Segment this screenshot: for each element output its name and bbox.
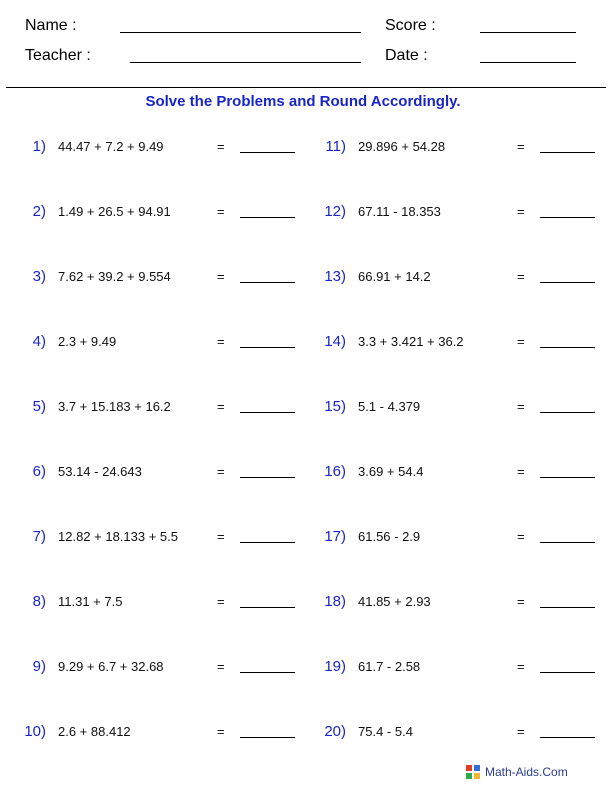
- instructions-heading: Solve the Problems and Round Accordingly.: [145, 93, 461, 110]
- problem-number: 16): [324, 463, 346, 480]
- problem-number: 7): [32, 528, 46, 545]
- problem-item: [20, 722, 320, 742]
- answer-blank[interactable]: [540, 477, 595, 478]
- logo-square-icon: [474, 765, 480, 771]
- answer-blank[interactable]: [540, 217, 595, 218]
- problem-expression: 5.1 - 4.379: [358, 399, 421, 414]
- problem-number: 5): [32, 398, 46, 415]
- problem-item: [20, 267, 320, 287]
- brand-footer: [466, 764, 568, 780]
- problem-number: 4): [32, 333, 46, 350]
- answer-blank[interactable]: [540, 412, 595, 413]
- equals-sign: =: [217, 204, 225, 219]
- problem-expression: 3.69 + 54.4: [358, 464, 424, 479]
- problem-expression: 61.56 - 2.9: [358, 529, 421, 544]
- equals-sign: =: [217, 724, 225, 739]
- problem-expression: 7.62 + 39.2 + 9.554: [58, 269, 171, 284]
- problem-item: [320, 137, 612, 157]
- score-label: Score :: [385, 17, 436, 34]
- teacher-label: Teacher :: [25, 47, 91, 64]
- name-line: [120, 32, 361, 33]
- problem-item: [320, 592, 612, 612]
- equals-sign: =: [217, 334, 225, 349]
- problem-number: 6): [32, 463, 46, 480]
- problem-number: 14): [324, 333, 346, 350]
- math-aids-logo-icon: [466, 765, 480, 779]
- problem-item: [320, 527, 612, 547]
- problem-expression: 3.7 + 15.183 + 16.2: [58, 399, 171, 414]
- answer-blank[interactable]: [540, 282, 595, 283]
- problem-number: 13): [324, 268, 346, 285]
- name-label: Name :: [25, 17, 77, 34]
- problem-number: 17): [324, 528, 346, 545]
- equals-sign: =: [217, 399, 225, 414]
- problem-number: 19): [324, 658, 346, 675]
- problem-item: [320, 462, 612, 482]
- problem-item: [320, 202, 612, 222]
- answer-blank[interactable]: [240, 737, 295, 738]
- problem-expression: 9.29 + 6.7 + 32.68: [58, 659, 164, 674]
- answer-blank[interactable]: [540, 347, 595, 348]
- equals-sign: =: [517, 399, 525, 414]
- problem-item: [20, 332, 320, 352]
- problem-expression: 41.85 + 2.93: [358, 594, 431, 609]
- problem-item: [20, 527, 320, 547]
- problem-expression: 53.14 - 24.643: [58, 464, 142, 479]
- problem-expression: 66.91 + 14.2: [358, 269, 431, 284]
- equals-sign: =: [517, 464, 525, 479]
- problem-item: [320, 267, 612, 287]
- equals-sign: =: [517, 204, 525, 219]
- problem-expression: 1.49 + 26.5 + 94.91: [58, 204, 171, 219]
- problem-expression: 11.31 + 7.5: [58, 594, 123, 609]
- answer-blank[interactable]: [540, 607, 595, 608]
- problem-expression: 67.11 - 18.353: [358, 204, 441, 219]
- problem-expression: 12.82 + 18.133 + 5.5: [58, 529, 178, 544]
- problem-item: [320, 397, 612, 417]
- problem-item: [320, 332, 612, 352]
- answer-blank[interactable]: [240, 217, 295, 218]
- equals-sign: =: [517, 724, 525, 739]
- answer-blank[interactable]: [240, 542, 295, 543]
- problem-item: [320, 722, 612, 742]
- problem-number: 2): [32, 203, 46, 220]
- problem-number: 10): [24, 723, 46, 740]
- equals-sign: =: [517, 139, 525, 154]
- answer-blank[interactable]: [540, 672, 595, 673]
- problem-item: [320, 657, 612, 677]
- problem-number: 3): [32, 268, 46, 285]
- equals-sign: =: [517, 659, 525, 674]
- answer-blank[interactable]: [240, 282, 295, 283]
- answer-blank[interactable]: [240, 412, 295, 413]
- problem-item: [20, 397, 320, 417]
- problem-expression: 44.47 + 7.2 + 9.49: [58, 139, 164, 154]
- teacher-line: [130, 62, 361, 63]
- answer-blank[interactable]: [240, 672, 295, 673]
- answer-blank[interactable]: [540, 152, 595, 153]
- answer-blank[interactable]: [240, 477, 295, 478]
- problem-number: 8): [32, 593, 46, 610]
- problem-expression: 2.6 + 88.412: [58, 724, 131, 739]
- problem-number: 9): [32, 658, 46, 675]
- date-label: Date :: [385, 47, 428, 64]
- equals-sign: =: [217, 464, 225, 479]
- brand-name: Math-Aids.Com: [485, 765, 568, 779]
- answer-blank[interactable]: [240, 607, 295, 608]
- equals-sign: =: [217, 529, 225, 544]
- answer-blank[interactable]: [540, 542, 595, 543]
- problem-number: 18): [324, 593, 346, 610]
- score-line: [480, 32, 576, 33]
- logo-square-icon: [474, 773, 480, 779]
- date-line: [480, 62, 576, 63]
- equals-sign: =: [217, 269, 225, 284]
- problem-item: [20, 202, 320, 222]
- problem-expression: 2.3 + 9.49: [58, 334, 117, 349]
- problem-expression: 29.896 + 54.28: [358, 139, 446, 154]
- answer-blank[interactable]: [240, 152, 295, 153]
- logo-square-icon: [466, 765, 472, 771]
- answer-blank[interactable]: [540, 737, 595, 738]
- logo-square-icon: [466, 773, 472, 779]
- equals-sign: =: [517, 269, 525, 284]
- problem-item: [20, 657, 320, 677]
- problem-expression: 61.7 - 2.58: [358, 659, 421, 674]
- equals-sign: =: [217, 659, 225, 674]
- answer-blank[interactable]: [240, 347, 295, 348]
- equals-sign: =: [517, 334, 525, 349]
- problem-item: [20, 592, 320, 612]
- problem-item: [20, 137, 320, 157]
- equals-sign: =: [517, 594, 525, 609]
- equals-sign: =: [217, 594, 225, 609]
- problem-expression: 3.3 + 3.421 + 36.2: [358, 334, 464, 349]
- problem-number: 12): [324, 203, 346, 220]
- equals-sign: =: [217, 139, 225, 154]
- problem-number: 11): [325, 138, 346, 155]
- problem-number: 15): [324, 398, 346, 415]
- equals-sign: =: [517, 529, 525, 544]
- problem-number: 20): [324, 723, 346, 740]
- problem-number: 1): [32, 138, 46, 155]
- header-divider: [6, 87, 606, 88]
- problem-expression: 75.4 - 5.4: [358, 724, 413, 739]
- problem-item: [20, 462, 320, 482]
